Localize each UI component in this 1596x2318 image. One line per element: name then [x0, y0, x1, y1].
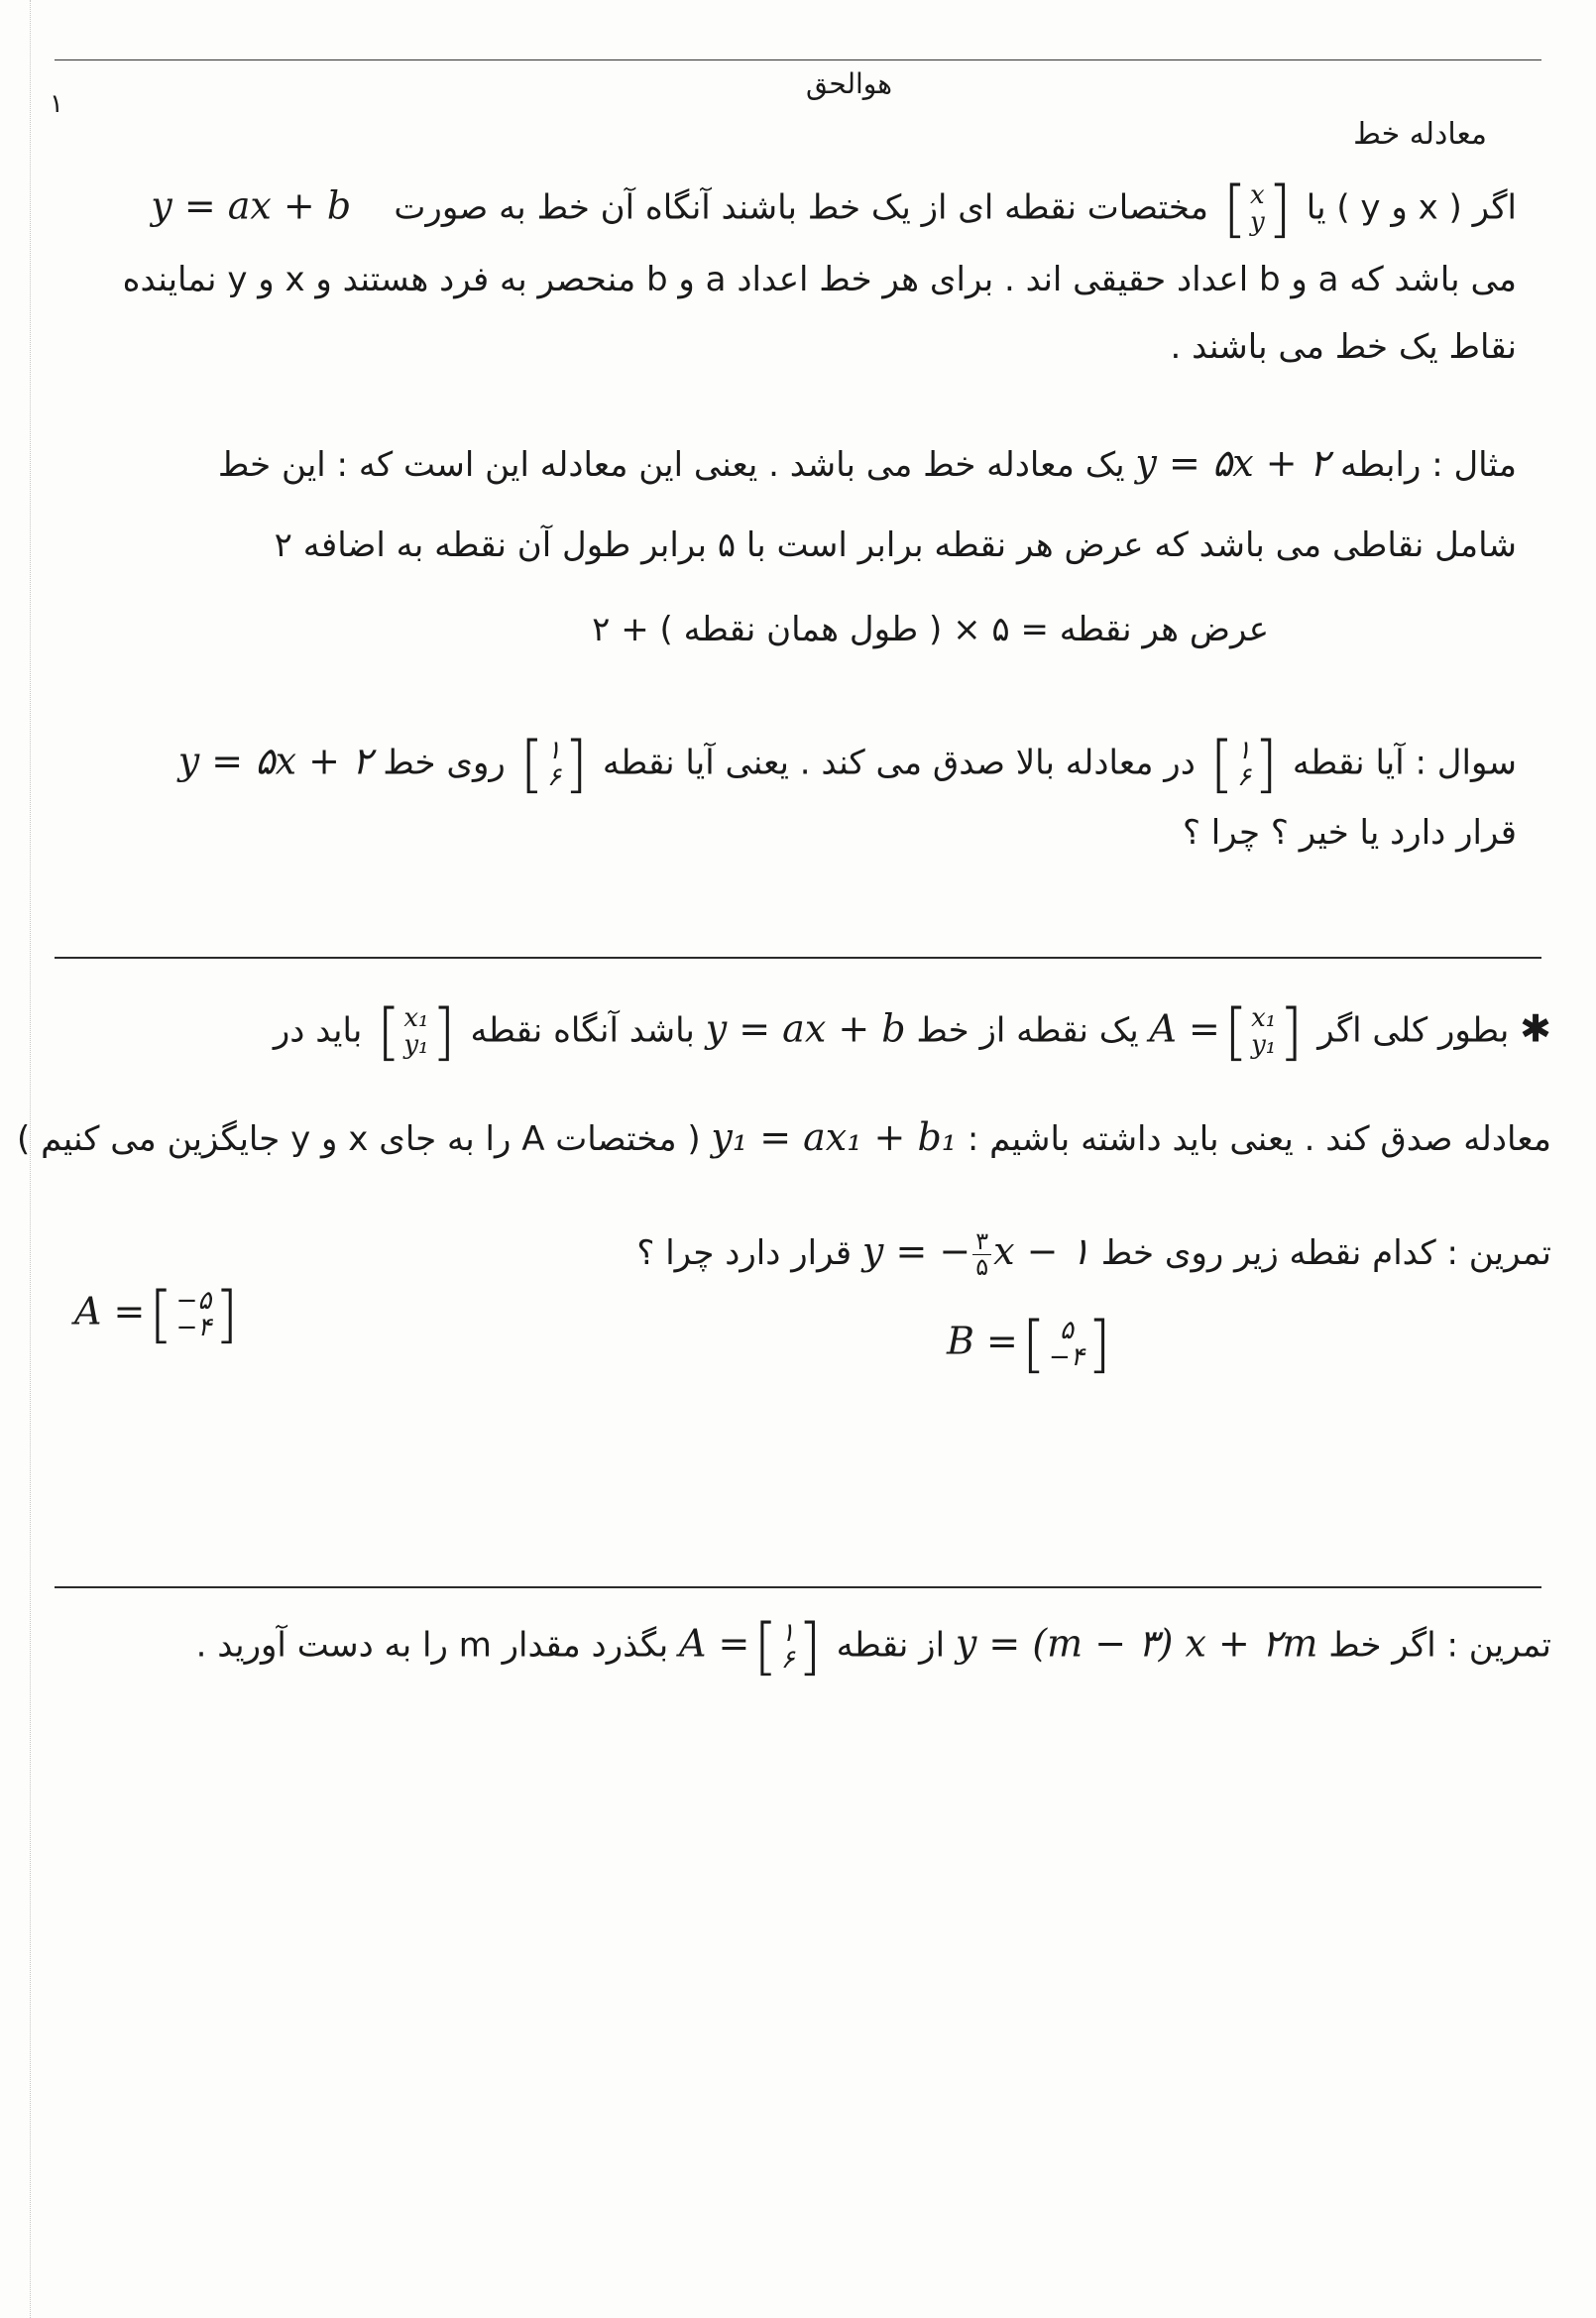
exercise-2-point-vector: [ ۱ ۶ ]: [753, 1610, 822, 1682]
general-text-c: باشد آنگاه نقطه: [470, 1010, 695, 1051]
general-point-label: A =: [1149, 1006, 1220, 1051]
vector-bottom: ۶: [546, 762, 561, 792]
exercise-1-text-a: کدام نقطه زیر روی خط: [1100, 1233, 1436, 1274]
section-title: معادله خط: [1353, 117, 1487, 152]
general-line-1: [25, 995, 1551, 1068]
fraction-numerator: ۳: [972, 1229, 991, 1255]
general-substituted-equation: y₁ = ax₁ + b₁: [711, 1115, 957, 1159]
example-equation: y = ۵x + ۲: [1135, 441, 1330, 485]
example-text-b: یک معادله خط می باشد . یعنی این معادله این است که : این خط: [217, 445, 1125, 485]
definition-text-b: مختصات نقطه ای از یک خط باشند آنگاه آن خط به صورت: [394, 187, 1208, 228]
general-text-b: یک نقطه از خط: [916, 1010, 1139, 1051]
question-text-a: آیا نقطه: [1292, 743, 1405, 783]
line-equation: y = ax + b: [151, 183, 352, 228]
question-equation: y = ۵x + ۲: [177, 739, 373, 783]
example-text-a: رابطه: [1339, 445, 1422, 485]
definition-line-1: [79, 173, 1517, 245]
vector-top: ۱: [1236, 735, 1251, 765]
question-point-vector-2: [ ۱ ۶ ]: [519, 728, 589, 800]
exercise-2-equation: y = (m − ۳) x + ۲m: [955, 1621, 1318, 1666]
exercise-1-line: [45, 1229, 1551, 1280]
vector-x1: x₁: [403, 1002, 429, 1033]
example-line-1: [79, 441, 1517, 487]
exercise-2-text-c: بگذرد مقدار m را به دست آورید .: [195, 1625, 669, 1666]
question-text-b: در معادله بالا صدق می کند . یعنی آیا نقطه: [602, 743, 1196, 783]
definition-line-2: می باشد که a و b اعداد حقیقی اند . برای هر خط اعداد a و b منحصر به فرد هستند و x و y نماینده: [122, 260, 1517, 299]
exercise-2-line: [25, 1610, 1551, 1682]
section-divider-2: [55, 1586, 1541, 1588]
exercise-2-point-label: A =: [679, 1621, 750, 1666]
definition-text-a: اگر ( x و y ) یا: [1306, 187, 1517, 228]
section-divider-1: [55, 957, 1541, 959]
vector-bottom: ۶: [780, 1645, 795, 1675]
star-icon: ✱: [1520, 1006, 1551, 1051]
example-label: مثال :: [1431, 445, 1517, 485]
page-mark: ۱: [50, 89, 63, 119]
vector-bottom: ۶: [1236, 762, 1251, 792]
question-point-vector: [ ۱ ۶ ]: [1209, 728, 1279, 800]
example-line-2: شامل نقاطی می باشد که عرض هر نقطه برابر است با ۵ برابر طول آن نقطه به اضافه ۲: [274, 525, 1517, 565]
general-text-e: معادله صدق کند . یعنی باید داشته باشیم :: [967, 1119, 1551, 1159]
point-b-label: B =: [947, 1319, 1018, 1363]
question-text-c: روی خط: [383, 743, 506, 783]
question-line-1: [50, 728, 1517, 800]
equation-lhs: y = −: [861, 1229, 971, 1274]
vector-top: ۱: [780, 1617, 795, 1648]
equation-fraction: [972, 1229, 991, 1280]
exercise-1-text-b: قرار دارد چرا ؟: [636, 1233, 853, 1274]
exercise-1-equation: [862, 1229, 1090, 1280]
point-b-vector: [ ۵ −۴ ]: [1021, 1308, 1111, 1380]
point-a-label: A =: [74, 1289, 146, 1333]
question-line-2: قرار دارد یا خیر ؟ چرا ؟: [1182, 813, 1517, 853]
question-label: سوال :: [1415, 743, 1517, 783]
vector-y1: y₁: [1251, 1030, 1277, 1060]
header-rule: [55, 59, 1541, 60]
general-line-2: [17, 1115, 1551, 1161]
definition-line-3: نقاط یک خط می باشند .: [1170, 327, 1517, 367]
general-point-vector: [ x₁ y₁ ]: [1223, 995, 1304, 1068]
point-a-vector: [ −۵ −۴ ]: [149, 1278, 239, 1350]
general-equation: y = ax + b: [705, 1006, 906, 1051]
exercise-2-text-b: از نقطه: [836, 1625, 946, 1666]
point-b: [947, 1308, 1115, 1380]
vector-x1: x₁: [1251, 1002, 1277, 1033]
point-vector: [ x y ]: [1222, 173, 1292, 245]
general-point-vector-2: [ x₁ y₁ ]: [377, 995, 456, 1068]
exercise-2-text-a: اگر خط: [1328, 1625, 1436, 1666]
example-line-3: عرض هر نقطه = ۵ × ( طول همان نقطه ) + ۲: [592, 610, 1269, 649]
vector-bottom: −۴: [175, 1313, 212, 1342]
exercise-1-label: تمرین :: [1446, 1233, 1551, 1274]
vector-bottom: −۴: [1049, 1342, 1084, 1372]
general-text-f: ( مختصات A را به جای x و y جایگزین می کنیم ): [17, 1119, 701, 1159]
vector-top: ۵: [1059, 1315, 1074, 1345]
vector-x: x: [1250, 179, 1265, 210]
bismillah-heading: هوالحق: [806, 67, 892, 100]
general-text-a: بطور کلی اگر: [1317, 1010, 1510, 1051]
vector-top: ۱: [546, 735, 561, 765]
general-text-d: باید در: [273, 1010, 363, 1051]
vector-y: y: [1250, 207, 1265, 237]
vector-top: −۵: [175, 1285, 212, 1316]
fraction-denominator: ۵: [975, 1253, 989, 1282]
equation-rhs: x − ۱: [993, 1229, 1090, 1274]
point-a: [74, 1278, 243, 1350]
vector-y1: y₁: [403, 1030, 429, 1060]
exercise-2-label: تمرین :: [1446, 1625, 1551, 1666]
